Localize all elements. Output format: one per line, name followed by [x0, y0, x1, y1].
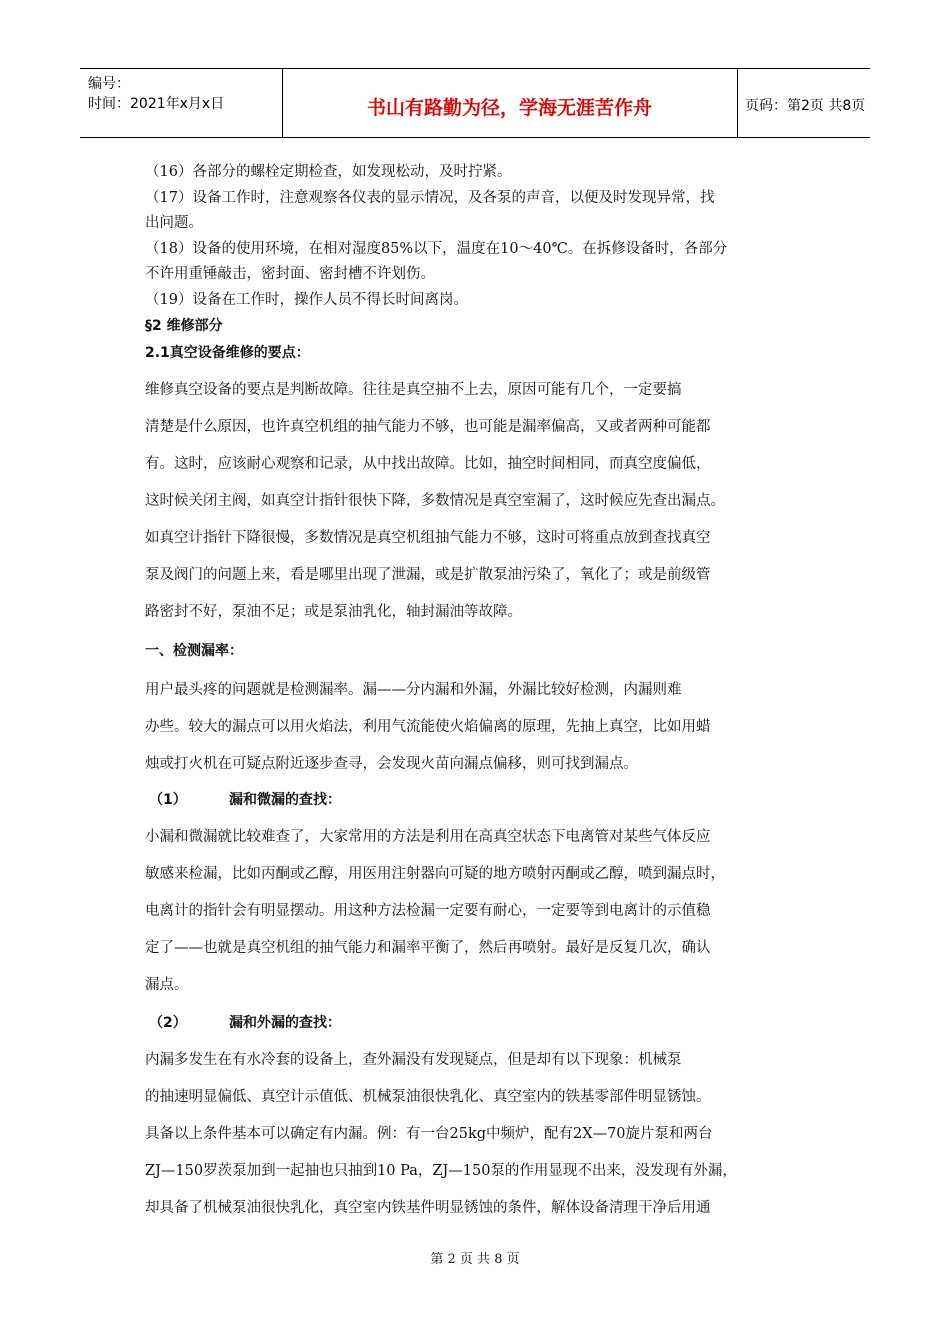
paragraph-line: 内漏多发生在有水冷套的设备上，查外漏没有发现疑点，但是却有以下现象：机械泵	[145, 1052, 682, 1068]
item2-number: （2）	[149, 1015, 187, 1031]
paragraph-line: 清楚是什么原因，也许真空机组的抽气能力不够，也可能是漏率偏高，又或者两种可能都	[145, 419, 711, 435]
paragraph-line: 电离计的指针会有明显摆动。用这种方法检漏一定要有耐心，一定要等到电离计的示值稳	[145, 903, 711, 919]
body-line: （17）设备工作时，注意观察各仪表的显示情况，及各泵的声音，以便及时发现异常，找	[145, 190, 715, 206]
date-label: 时间：2021年x月x日	[88, 96, 225, 112]
paragraph-line: 维修真空设备的要点是判断故障。往往是真空抽不上去，原因可能有几个，一定要搞	[145, 382, 682, 398]
paragraph-line: 这时候关闭主阀，如真空计指针很快下降，多数情况是真空室漏了，这时候应先查出漏点。	[145, 493, 725, 509]
header-info-cell	[80, 69, 283, 137]
paragraph-line: 小漏和微漏就比较难查了，大家常用的方法是利用在高真空状态下电离管对某些气体反应	[145, 829, 711, 845]
subsection-title: 2.1真空设备维修的要点：	[145, 345, 310, 361]
header-page-cell	[737, 69, 870, 137]
paragraph-line: 漏点。	[145, 977, 189, 993]
paragraph-line: 办些。较大的漏点可以用火焰法，利用气流能使火焰偏离的原理，先抽上真空，比如用蜡	[145, 719, 711, 735]
paragraph-line: ZJ—150罗茨泵加到一起抽也只抽到10 Pa，ZJ—150泵的作用显现不出来，没发现有外漏，	[145, 1163, 737, 1179]
paragraph-line: 的抽速明显偏低、真空计示值低、机械泵油很快乳化、真空室内的铁基零部件明显锈蚀。	[145, 1089, 711, 1105]
paragraph-line: 定了——也就是真空机组的抽气能力和漏率平衡了，然后再喷射。最好是反复几次，确认	[145, 940, 711, 956]
paragraph-line: 烛或打火机在可疑点附近逐步查寻，会发现火苗向漏点偏移，则可找到漏点。	[145, 756, 638, 772]
body-line: 出问题。	[145, 215, 203, 231]
paragraph-line: 如真空计指针下降很慢，多数情况是真空机组抽气能力不够，这时可将重点放到查找真空	[145, 530, 711, 546]
item1-number: （1）	[149, 792, 187, 808]
number-label: 编号：	[88, 76, 130, 92]
item1-title: 漏和微漏的查找：	[229, 792, 341, 808]
page-number-label: 页码：第2页 共8页	[745, 98, 866, 114]
paragraph-line: 用户最头疼的问题就是检测漏率。漏——分内漏和外漏，外漏比较好检测，内漏则难	[145, 682, 682, 698]
section-title: §2 维修部分	[145, 318, 223, 334]
paragraph-line: 有。这时，应该耐心观察和记录，从中找出故障。比如，抽空时间相同，而真空度偏低，	[145, 456, 711, 472]
body-line: （19）设备在工作时，操作人员不得长时间离岗。	[145, 292, 468, 308]
body-line: 不许用重锤敲击，密封面、密封槽不许划伤。	[145, 266, 435, 282]
header-table	[80, 68, 870, 138]
paragraph-line: 路密封不好，泵油不足；或是泵油乳化，轴封漏油等故障。	[145, 604, 522, 620]
heading-leak-detection: 一、检测漏率：	[145, 643, 243, 659]
paragraph-line: 泵及阀门的问题上来，看是哪里出现了泄漏，或是扩散泵油污染了，氧化了；或是前级管	[145, 567, 711, 583]
page-footer: 第 2 页 共 8 页	[430, 1252, 520, 1267]
body-line: （16）各部分的螺栓定期检查，如发现松动，及时拧紧。	[145, 164, 512, 180]
paragraph-line: 敏感来检漏，比如丙酮或乙醇，用医用注射器向可疑的地方喷射丙酮或乙醇，喷到漏点时，	[145, 866, 725, 882]
motto: 书山有路勤为径，学海无涯苦作舟	[366, 97, 652, 119]
header-motto-cell	[282, 69, 738, 137]
item2-title: 漏和外漏的查找：	[229, 1015, 341, 1031]
body-line: （18）设备的使用环境，在相对湿度85%以下，温度在10～40℃。在拆修设备时，各部分	[145, 241, 728, 257]
paragraph-line: 具备以上条件基本可以确定有内漏。例：有一台25kg中频炉，配有2X—70旋片泵和两台	[145, 1126, 713, 1142]
paragraph-line: 却具备了机械泵油很快乳化，真空室内铁基件明显锈蚀的条件，解体设备清理干净后用通	[145, 1200, 711, 1216]
